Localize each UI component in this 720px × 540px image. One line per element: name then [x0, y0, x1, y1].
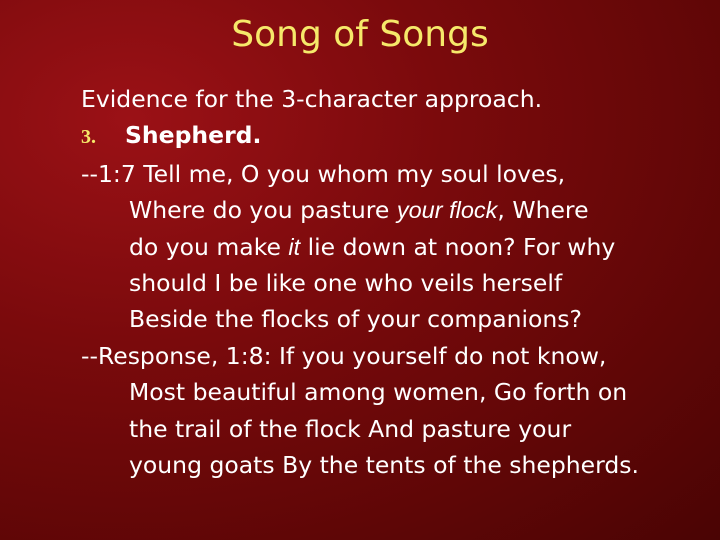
- intro-line: Evidence for the 3-character approach.: [81, 85, 543, 113]
- verse-1-7-line-4: should I be like one who veils herself: [129, 269, 563, 298]
- slide-body: [81, 81, 711, 483]
- verse-1-7-line-1: --1:7 Tell me, O you whom my soul loves,: [81, 159, 566, 188]
- verse-1-8-line-3: the trail of the flock And pasture your: [129, 414, 572, 443]
- verse-1-7-line-3: [81, 229, 711, 265]
- italic-your-flock: your flock: [396, 197, 498, 224]
- point-number: 3.: [81, 126, 96, 149]
- verse-text: lie down at noon? For why: [300, 232, 616, 261]
- slide-title: Song of Songs: [231, 14, 489, 55]
- verse-text: Where do you pasture: [129, 196, 397, 225]
- verse-1-8-line-1: --Response, 1:8: If you yourself do not know,: [81, 341, 607, 370]
- verse-text: , Where: [497, 196, 589, 225]
- verse-1-7-line-2: [81, 192, 711, 228]
- verse-1-8-line-2: Most beautiful among women, Go forth on: [129, 378, 628, 407]
- verse-1-8-line-4: young goats By the tents of the shepherds.: [129, 451, 640, 480]
- italic-it: it: [288, 233, 301, 260]
- point-label: Shepherd.: [125, 121, 262, 150]
- verse-text: do you make: [129, 232, 289, 261]
- point-line: [81, 117, 711, 155]
- verse-1-7-line-5: Beside the flocks of your companions?: [129, 305, 583, 334]
